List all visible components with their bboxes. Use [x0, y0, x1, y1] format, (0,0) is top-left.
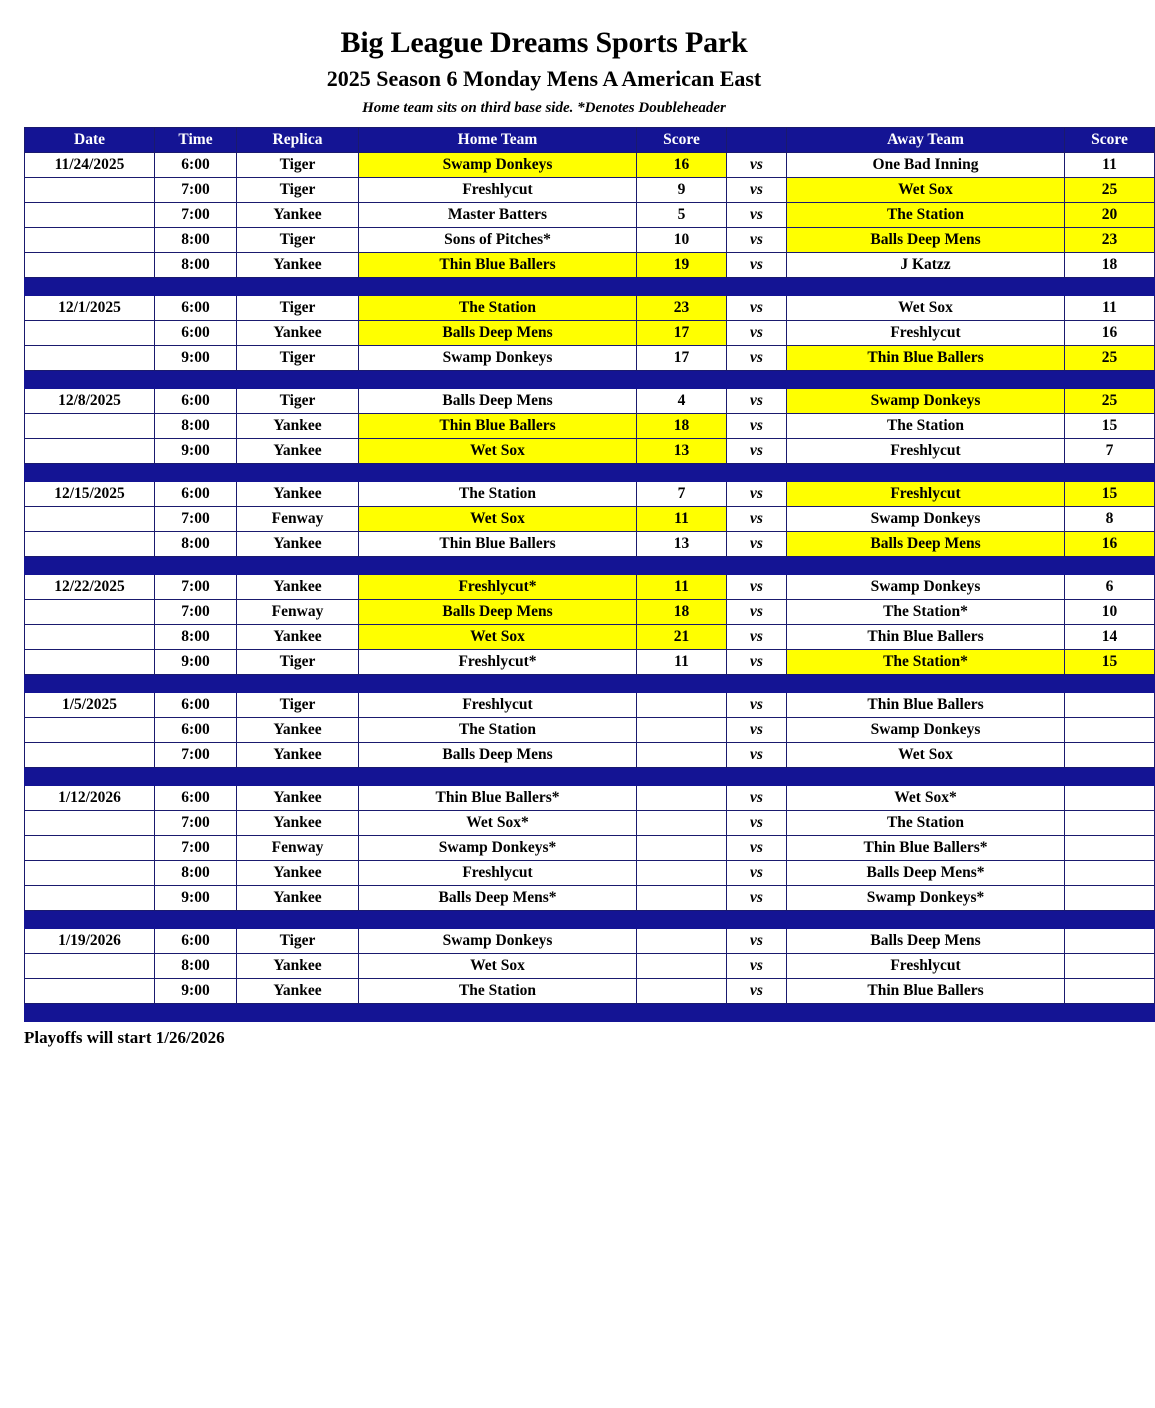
cell-home-score: [637, 861, 727, 886]
cell-away-score: [1065, 718, 1155, 743]
cell-home-team: Swamp Donkeys*: [359, 836, 637, 861]
cell-home-score: [637, 743, 727, 768]
cell-away-score: 11: [1065, 153, 1155, 178]
cell-home-score: 17: [637, 321, 727, 346]
cell-time: 8:00: [155, 861, 237, 886]
cell-time: 7:00: [155, 836, 237, 861]
cell-away-score: 23: [1065, 228, 1155, 253]
cell-replica: Fenway: [237, 507, 359, 532]
cell-home-score: 7: [637, 482, 727, 507]
table-row: [25, 414, 1155, 439]
cell-away-team: Thin Blue Ballers*: [787, 836, 1065, 861]
cell-time: 8:00: [155, 532, 237, 557]
table-row: [25, 786, 1155, 811]
cell-home-score: 17: [637, 346, 727, 371]
cell-time: 9:00: [155, 979, 237, 1004]
table-row: [25, 203, 1155, 228]
cell-away-team: Swamp Donkeys: [787, 718, 1065, 743]
cell-away-team: Freshlycut: [787, 439, 1065, 464]
table-row: [25, 296, 1155, 321]
cell-away-team: The Station*: [787, 650, 1065, 675]
cell-away-team: Swamp Donkeys: [787, 575, 1065, 600]
cell-away-team: Wet Sox: [787, 296, 1065, 321]
table-row: [25, 650, 1155, 675]
table-row: [25, 600, 1155, 625]
table-row: [25, 153, 1155, 178]
cell-time: 9:00: [155, 346, 237, 371]
cell-vs: vs: [727, 203, 787, 228]
cell-away-team: Swamp Donkeys: [787, 389, 1065, 414]
cell-away-score: 10: [1065, 600, 1155, 625]
cell-replica: Fenway: [237, 836, 359, 861]
cell-home-team: Freshlycut*: [359, 650, 637, 675]
cell-replica: Tiger: [237, 178, 359, 203]
week-separator-cell: [25, 768, 1155, 786]
cell-time: 6:00: [155, 786, 237, 811]
cell-away-team: Balls Deep Mens: [787, 532, 1065, 557]
cell-away-team: Thin Blue Ballers: [787, 693, 1065, 718]
cell-home-team: Swamp Donkeys: [359, 346, 637, 371]
cell-home-team: Wet Sox: [359, 625, 637, 650]
cell-date: [25, 861, 155, 886]
week-separator-cell: [25, 464, 1155, 482]
cell-vs: vs: [727, 979, 787, 1004]
cell-date: [25, 203, 155, 228]
cell-date: 1/19/2026: [25, 929, 155, 954]
cell-home-score: [637, 886, 727, 911]
cell-home-team: Wet Sox*: [359, 811, 637, 836]
cell-vs: vs: [727, 886, 787, 911]
cell-home-team: Balls Deep Mens: [359, 321, 637, 346]
cell-replica: Tiger: [237, 389, 359, 414]
cell-time: 6:00: [155, 389, 237, 414]
cell-replica: Yankee: [237, 811, 359, 836]
cell-vs: vs: [727, 321, 787, 346]
cell-home-score: [637, 979, 727, 1004]
week-separator-cell: [25, 371, 1155, 389]
cell-away-score: [1065, 861, 1155, 886]
cell-replica: Fenway: [237, 600, 359, 625]
cell-time: 6:00: [155, 718, 237, 743]
cell-time: 9:00: [155, 650, 237, 675]
cell-away-team: Freshlycut: [787, 482, 1065, 507]
cell-replica: Yankee: [237, 439, 359, 464]
cell-home-score: 5: [637, 203, 727, 228]
week-separator: [25, 1004, 1155, 1022]
cell-vs: vs: [727, 228, 787, 253]
cell-replica: Yankee: [237, 321, 359, 346]
column-header-home-score: Score: [637, 128, 727, 153]
cell-home-team: Wet Sox: [359, 439, 637, 464]
cell-home-score: 18: [637, 414, 727, 439]
cell-replica: Yankee: [237, 743, 359, 768]
page-note: Home team sits on third base side. *Denotes Doubleheader: [362, 100, 726, 116]
cell-time: 8:00: [155, 253, 237, 278]
cell-home-score: 13: [637, 532, 727, 557]
cell-home-team: Master Batters: [359, 203, 637, 228]
cell-away-team: J Katzz: [787, 253, 1065, 278]
week-separator: [25, 464, 1155, 482]
cell-home-score: [637, 718, 727, 743]
cell-away-team: Freshlycut: [787, 954, 1065, 979]
cell-away-team: The Station: [787, 414, 1065, 439]
cell-vs: vs: [727, 929, 787, 954]
cell-date: 11/24/2025: [25, 153, 155, 178]
cell-date: [25, 811, 155, 836]
cell-time: 6:00: [155, 693, 237, 718]
cell-time: 9:00: [155, 886, 237, 911]
column-header-vs: [727, 128, 787, 153]
table-row: [25, 718, 1155, 743]
table-row: [25, 886, 1155, 911]
cell-home-team: Balls Deep Mens: [359, 600, 637, 625]
cell-replica: Yankee: [237, 786, 359, 811]
table-body: [25, 153, 1155, 1022]
cell-date: [25, 346, 155, 371]
cell-home-team: Swamp Donkeys: [359, 929, 637, 954]
cell-vs: vs: [727, 693, 787, 718]
cell-vs: vs: [727, 532, 787, 557]
page-subtitle: 2025 Season 6 Monday Mens A American East: [326, 66, 762, 91]
cell-time: 7:00: [155, 178, 237, 203]
cell-replica: Yankee: [237, 861, 359, 886]
cell-vs: vs: [727, 482, 787, 507]
cell-replica: Yankee: [237, 575, 359, 600]
column-header-date: Date: [25, 128, 155, 153]
cell-away-team: Wet Sox: [787, 743, 1065, 768]
cell-date: 1/12/2026: [25, 786, 155, 811]
cell-time: 7:00: [155, 575, 237, 600]
cell-away-score: 25: [1065, 178, 1155, 203]
cell-time: 8:00: [155, 414, 237, 439]
cell-away-team: Swamp Donkeys*: [787, 886, 1065, 911]
cell-time: 7:00: [155, 507, 237, 532]
cell-home-score: 16: [637, 153, 727, 178]
cell-replica: Yankee: [237, 625, 359, 650]
cell-time: 7:00: [155, 203, 237, 228]
cell-date: [25, 743, 155, 768]
cell-away-team: One Bad Inning: [787, 153, 1065, 178]
cell-time: 6:00: [155, 482, 237, 507]
cell-replica: Tiger: [237, 228, 359, 253]
table-row: [25, 321, 1155, 346]
cell-home-team: The Station: [359, 979, 637, 1004]
cell-date: [25, 836, 155, 861]
table-row: [25, 625, 1155, 650]
cell-vs: vs: [727, 625, 787, 650]
cell-vs: vs: [727, 600, 787, 625]
cell-away-team: Freshlycut: [787, 321, 1065, 346]
week-separator-cell: [25, 911, 1155, 929]
cell-home-team: Balls Deep Mens*: [359, 886, 637, 911]
cell-away-score: [1065, 979, 1155, 1004]
cell-vs: vs: [727, 861, 787, 886]
cell-away-score: 6: [1065, 575, 1155, 600]
cell-vs: vs: [727, 389, 787, 414]
table-row: [25, 532, 1155, 557]
cell-vs: vs: [727, 718, 787, 743]
cell-home-score: 18: [637, 600, 727, 625]
cell-date: [25, 886, 155, 911]
cell-home-team: Wet Sox: [359, 954, 637, 979]
cell-home-team: The Station: [359, 296, 637, 321]
cell-time: 9:00: [155, 439, 237, 464]
cell-vs: vs: [727, 178, 787, 203]
cell-away-score: 25: [1065, 346, 1155, 371]
week-separator-cell: [25, 278, 1155, 296]
column-header-away-score: Score: [1065, 128, 1155, 153]
cell-home-score: [637, 836, 727, 861]
cell-home-score: [637, 811, 727, 836]
cell-away-team: The Station: [787, 811, 1065, 836]
cell-vs: vs: [727, 811, 787, 836]
cell-date: [25, 650, 155, 675]
cell-home-team: Freshlycut: [359, 861, 637, 886]
cell-home-team: The Station: [359, 482, 637, 507]
cell-replica: Yankee: [237, 718, 359, 743]
cell-away-score: 20: [1065, 203, 1155, 228]
week-separator-cell: [25, 675, 1155, 693]
cell-date: [25, 532, 155, 557]
cell-home-team: Thin Blue Ballers: [359, 532, 637, 557]
cell-away-score: 18: [1065, 253, 1155, 278]
week-separator: [25, 557, 1155, 575]
playoffs-note: Playoffs will start 1/26/2026: [24, 1028, 225, 1047]
cell-away-score: 11: [1065, 296, 1155, 321]
table-row: [25, 743, 1155, 768]
cell-date: [25, 178, 155, 203]
cell-away-team: The Station: [787, 203, 1065, 228]
cell-time: 6:00: [155, 153, 237, 178]
cell-date: [25, 253, 155, 278]
cell-date: [25, 439, 155, 464]
cell-replica: Yankee: [237, 253, 359, 278]
cell-replica: Tiger: [237, 296, 359, 321]
cell-date: [25, 979, 155, 1004]
cell-replica: Tiger: [237, 153, 359, 178]
cell-home-score: 11: [637, 650, 727, 675]
cell-away-team: Balls Deep Mens: [787, 929, 1065, 954]
cell-home-score: 21: [637, 625, 727, 650]
cell-away-score: [1065, 836, 1155, 861]
cell-home-team: Freshlycut: [359, 693, 637, 718]
cell-away-score: 7: [1065, 439, 1155, 464]
cell-time: 7:00: [155, 811, 237, 836]
cell-away-score: 8: [1065, 507, 1155, 532]
cell-home-team: Sons of Pitches*: [359, 228, 637, 253]
cell-away-score: 16: [1065, 532, 1155, 557]
table-row: [25, 929, 1155, 954]
table-row: [25, 836, 1155, 861]
cell-away-score: [1065, 954, 1155, 979]
week-separator-cell: [25, 557, 1155, 575]
cell-date: [25, 228, 155, 253]
page-title: Big League Dreams Sports Park: [340, 26, 748, 59]
cell-away-score: 25: [1065, 389, 1155, 414]
cell-home-team: Thin Blue Ballers*: [359, 786, 637, 811]
cell-away-team: Thin Blue Ballers: [787, 346, 1065, 371]
cell-date: 1/5/2025: [25, 693, 155, 718]
cell-date: [25, 625, 155, 650]
cell-vs: vs: [727, 954, 787, 979]
cell-time: 7:00: [155, 743, 237, 768]
table-row: [25, 389, 1155, 414]
cell-away-team: Wet Sox*: [787, 786, 1065, 811]
table-row: [25, 954, 1155, 979]
cell-away-score: [1065, 743, 1155, 768]
table-header-row: [25, 128, 1155, 153]
cell-replica: Yankee: [237, 532, 359, 557]
cell-away-score: [1065, 693, 1155, 718]
cell-home-team: Freshlycut: [359, 178, 637, 203]
table-row: [25, 979, 1155, 1004]
cell-home-score: [637, 693, 727, 718]
cell-home-score: 11: [637, 575, 727, 600]
cell-home-team: Balls Deep Mens: [359, 389, 637, 414]
cell-vs: vs: [727, 507, 787, 532]
cell-vs: vs: [727, 296, 787, 321]
cell-away-team: The Station*: [787, 600, 1065, 625]
table-row: [25, 811, 1155, 836]
cell-date: 12/22/2025: [25, 575, 155, 600]
cell-time: 8:00: [155, 954, 237, 979]
cell-home-team: Thin Blue Ballers: [359, 253, 637, 278]
column-header-time: Time: [155, 128, 237, 153]
table-row: [25, 439, 1155, 464]
cell-home-score: 4: [637, 389, 727, 414]
cell-replica: Tiger: [237, 346, 359, 371]
table-row: [25, 346, 1155, 371]
cell-away-score: [1065, 786, 1155, 811]
cell-away-score: [1065, 811, 1155, 836]
table-row: [25, 861, 1155, 886]
cell-date: [25, 321, 155, 346]
cell-away-score: 15: [1065, 650, 1155, 675]
table-row: [25, 482, 1155, 507]
week-separator: [25, 911, 1155, 929]
cell-date: [25, 718, 155, 743]
column-header-away-team: Away Team: [787, 128, 1065, 153]
table-row: [25, 507, 1155, 532]
cell-home-score: 10: [637, 228, 727, 253]
cell-home-score: 19: [637, 253, 727, 278]
column-header-replica: Replica: [237, 128, 359, 153]
table-row: [25, 253, 1155, 278]
cell-away-team: Thin Blue Ballers: [787, 979, 1065, 1004]
cell-away-team: Balls Deep Mens*: [787, 861, 1065, 886]
cell-vs: vs: [727, 650, 787, 675]
cell-replica: Tiger: [237, 929, 359, 954]
cell-away-score: [1065, 886, 1155, 911]
week-separator: [25, 768, 1155, 786]
cell-away-score: [1065, 929, 1155, 954]
cell-home-team: Freshlycut*: [359, 575, 637, 600]
table-row: [25, 178, 1155, 203]
cell-vs: vs: [727, 743, 787, 768]
cell-vs: vs: [727, 575, 787, 600]
cell-home-team: Thin Blue Ballers: [359, 414, 637, 439]
cell-vs: vs: [727, 786, 787, 811]
cell-home-team: Swamp Donkeys: [359, 153, 637, 178]
cell-home-score: 23: [637, 296, 727, 321]
cell-away-team: Swamp Donkeys: [787, 507, 1065, 532]
week-separator: [25, 371, 1155, 389]
table-row: [25, 693, 1155, 718]
cell-home-team: Balls Deep Mens: [359, 743, 637, 768]
cell-date: [25, 954, 155, 979]
table-row: [25, 575, 1155, 600]
cell-replica: Yankee: [237, 979, 359, 1004]
cell-time: 6:00: [155, 929, 237, 954]
cell-away-score: 15: [1065, 482, 1155, 507]
cell-replica: Yankee: [237, 203, 359, 228]
cell-vs: vs: [727, 346, 787, 371]
cell-replica: Yankee: [237, 886, 359, 911]
cell-away-score: 15: [1065, 414, 1155, 439]
cell-vs: vs: [727, 153, 787, 178]
cell-time: 8:00: [155, 228, 237, 253]
cell-date: 12/8/2025: [25, 389, 155, 414]
week-separator-cell: [25, 1004, 1155, 1022]
cell-away-score: 14: [1065, 625, 1155, 650]
cell-home-score: 9: [637, 178, 727, 203]
cell-home-score: 13: [637, 439, 727, 464]
cell-home-score: 11: [637, 507, 727, 532]
cell-time: 7:00: [155, 600, 237, 625]
cell-home-score: [637, 786, 727, 811]
cell-home-team: The Station: [359, 718, 637, 743]
cell-away-score: 16: [1065, 321, 1155, 346]
week-separator: [25, 675, 1155, 693]
cell-date: [25, 600, 155, 625]
cell-replica: Yankee: [237, 954, 359, 979]
cell-vs: vs: [727, 253, 787, 278]
cell-away-team: Balls Deep Mens: [787, 228, 1065, 253]
cell-home-team: Wet Sox: [359, 507, 637, 532]
column-header-home-team: Home Team: [359, 128, 637, 153]
cell-vs: vs: [727, 414, 787, 439]
week-separator: [25, 278, 1155, 296]
cell-date: [25, 414, 155, 439]
cell-date: 12/1/2025: [25, 296, 155, 321]
cell-home-score: [637, 954, 727, 979]
cell-away-team: Wet Sox: [787, 178, 1065, 203]
schedule-table: [24, 127, 1155, 1022]
cell-replica: Yankee: [237, 482, 359, 507]
cell-away-team: Thin Blue Ballers: [787, 625, 1065, 650]
cell-time: 8:00: [155, 625, 237, 650]
table-row: [25, 228, 1155, 253]
cell-vs: vs: [727, 439, 787, 464]
cell-replica: Tiger: [237, 693, 359, 718]
cell-home-score: [637, 929, 727, 954]
cell-replica: Yankee: [237, 414, 359, 439]
cell-time: 6:00: [155, 321, 237, 346]
cell-replica: Tiger: [237, 650, 359, 675]
cell-time: 6:00: [155, 296, 237, 321]
cell-date: 12/15/2025: [25, 482, 155, 507]
cell-vs: vs: [727, 836, 787, 861]
cell-date: [25, 507, 155, 532]
